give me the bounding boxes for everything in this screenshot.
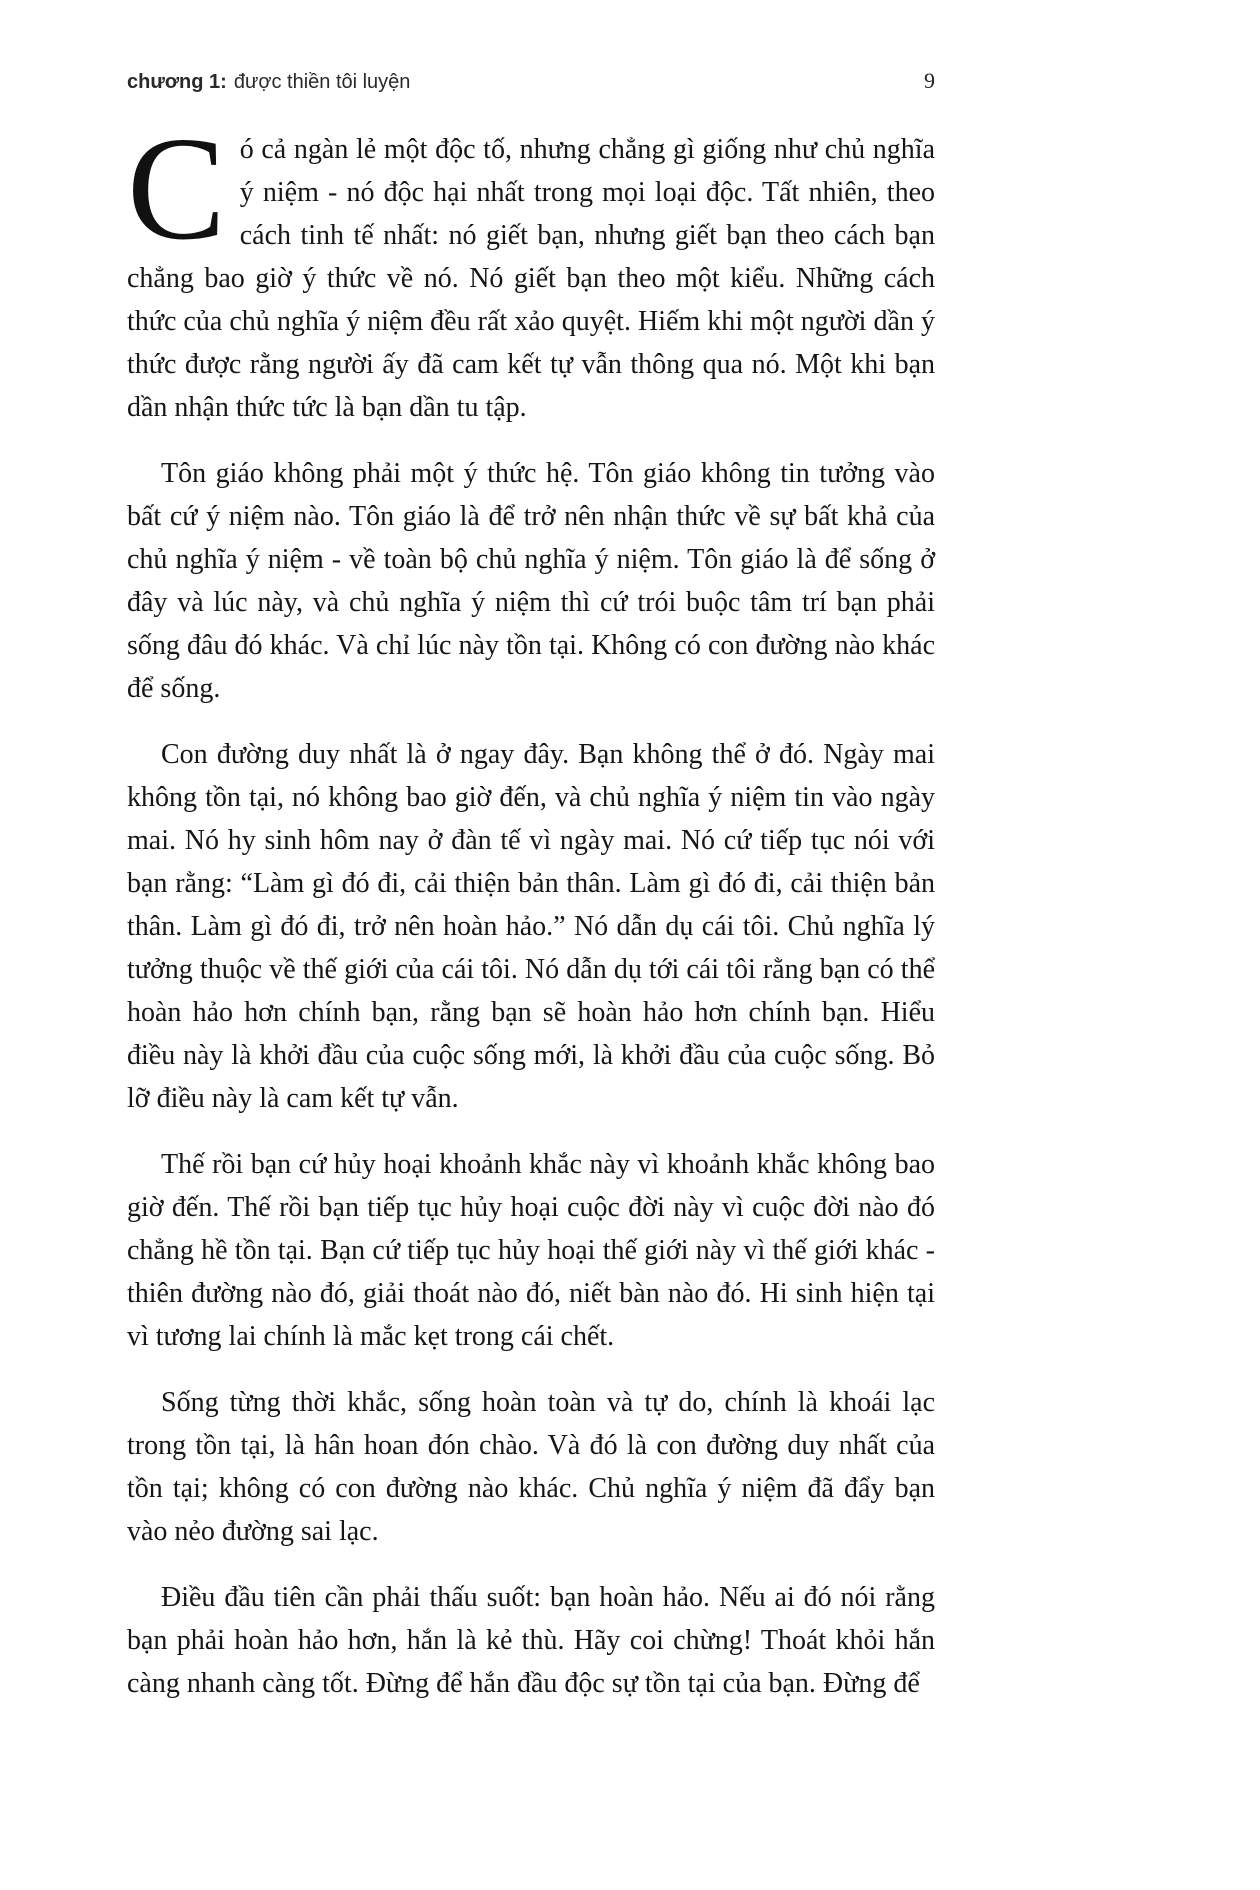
dropcap-letter: C <box>127 107 226 271</box>
page-header <box>127 68 935 94</box>
paragraph: Sống từng thời khắc, sống hoàn toàn và tự do, chính là khoái lạc trong tồn tại, là hân hoan đón chào. Và đó là con đường duy nhất của tồn tại; không có con đường nào khác. Chủ nghĩa ý niệm đã đẩy bạn vào nẻo đường sai lạc. <box>127 1387 935 1547</box>
paragraph-with-dropcap <box>127 107 935 429</box>
page-number: 9 <box>924 68 935 93</box>
paragraph: Tôn giáo không phải một ý thức hệ. Tôn giáo không tin tưởng vào bất cứ ý niệm nào. Tôn giáo là để trở nên nhận thức về sự bất khả của chủ nghĩa ý niệm - về toàn bộ chủ nghĩa ý niệm. Tôn giáo là để sống ở đây và lúc này, và chủ nghĩa ý niệm thì cứ trói buộc tâm trí bạn phải sống đâu đó khác. Và chỉ lúc này tồn tại. Không có con đường nào khác để sống. <box>127 458 935 704</box>
paragraph: Điều đầu tiên cần phải thấu suốt: bạn hoàn hảo. Nếu ai đó nói rằng bạn phải hoàn hảo hơn, hắn là kẻ thù. Hãy coi chừng! Thoát khỏi hắn càng nhanh càng tốt. Đừng để hắn đầu độc sự tồn tại của bạn. Đừng để <box>127 1582 935 1699</box>
page-body <box>127 107 935 1705</box>
paragraph: Con đường duy nhất là ở ngay đây. Bạn không thể ở đó. Ngày mai không tồn tại, nó không bao giờ đến, và chủ nghĩa ý niệm tin vào ngày mai. Nó hy sinh hôm nay ở đàn tế vì ngày mai. Nó cứ tiếp tục nói với bạn rằng: “Làm gì đó đi, cải thiện bản thân. Làm gì đó đi, cải thiện bản thân. Làm gì đó đi, trở nên hoàn hảo.” Nó dẫn dụ cái tôi. Chủ nghĩa lý tưởng thuộc về thế giới của cái tôi. Nó dẫn dụ tới cái tôi rằng bạn có thể hoàn hảo hơn chính bạn, rằng bạn sẽ hoàn hảo hơn chính bạn. Hiểu điều này là khởi đầu của cuộc sống mới, là khởi đầu của cuộc sống. Bỏ lỡ điều này là cam kết tự vẫn. <box>127 739 935 1114</box>
paragraph-text: ó cả ngàn lẻ một độc tố, nhưng chẳng gì giống như chủ nghĩa ý niệm - nó độc hại nhất trong mọi loại độc. Tất nhiên, theo cách tinh tế nhất: nó giết bạn, nhưng giết bạn theo cách bạn chẳng bao giờ ý thức về nó. Nó giết bạn theo một kiểu. Những cách thức của chủ nghĩa ý niệm đều rất xảo quyệt. Hiếm khi một người dần ý thức được rằng người ấy đã cam kết tự vẫn thông qua nó. Một khi bạn dần nhận thức tức là bạn dần tu tập. <box>127 134 935 423</box>
chapter-title: được thiền tôi luyện <box>233 71 411 93</box>
paragraph: Thế rồi bạn cứ hủy hoại khoảnh khắc này vì khoảnh khắc không bao giờ đến. Thế rồi bạn tiếp tục hủy hoại cuộc đời này vì cuộc đời nào đó chẳng hề tồn tại. Bạn cứ tiếp tục hủy hoại thế giới này vì thế giới khác - thiên đường nào đó, giải thoát nào đó, niết bàn nào đó. Hi sinh hiện tại vì tương lai chính là mắc kẹt trong cái chết. <box>127 1149 935 1352</box>
running-title <box>127 71 410 94</box>
chapter-label: chương 1: <box>127 71 227 93</box>
